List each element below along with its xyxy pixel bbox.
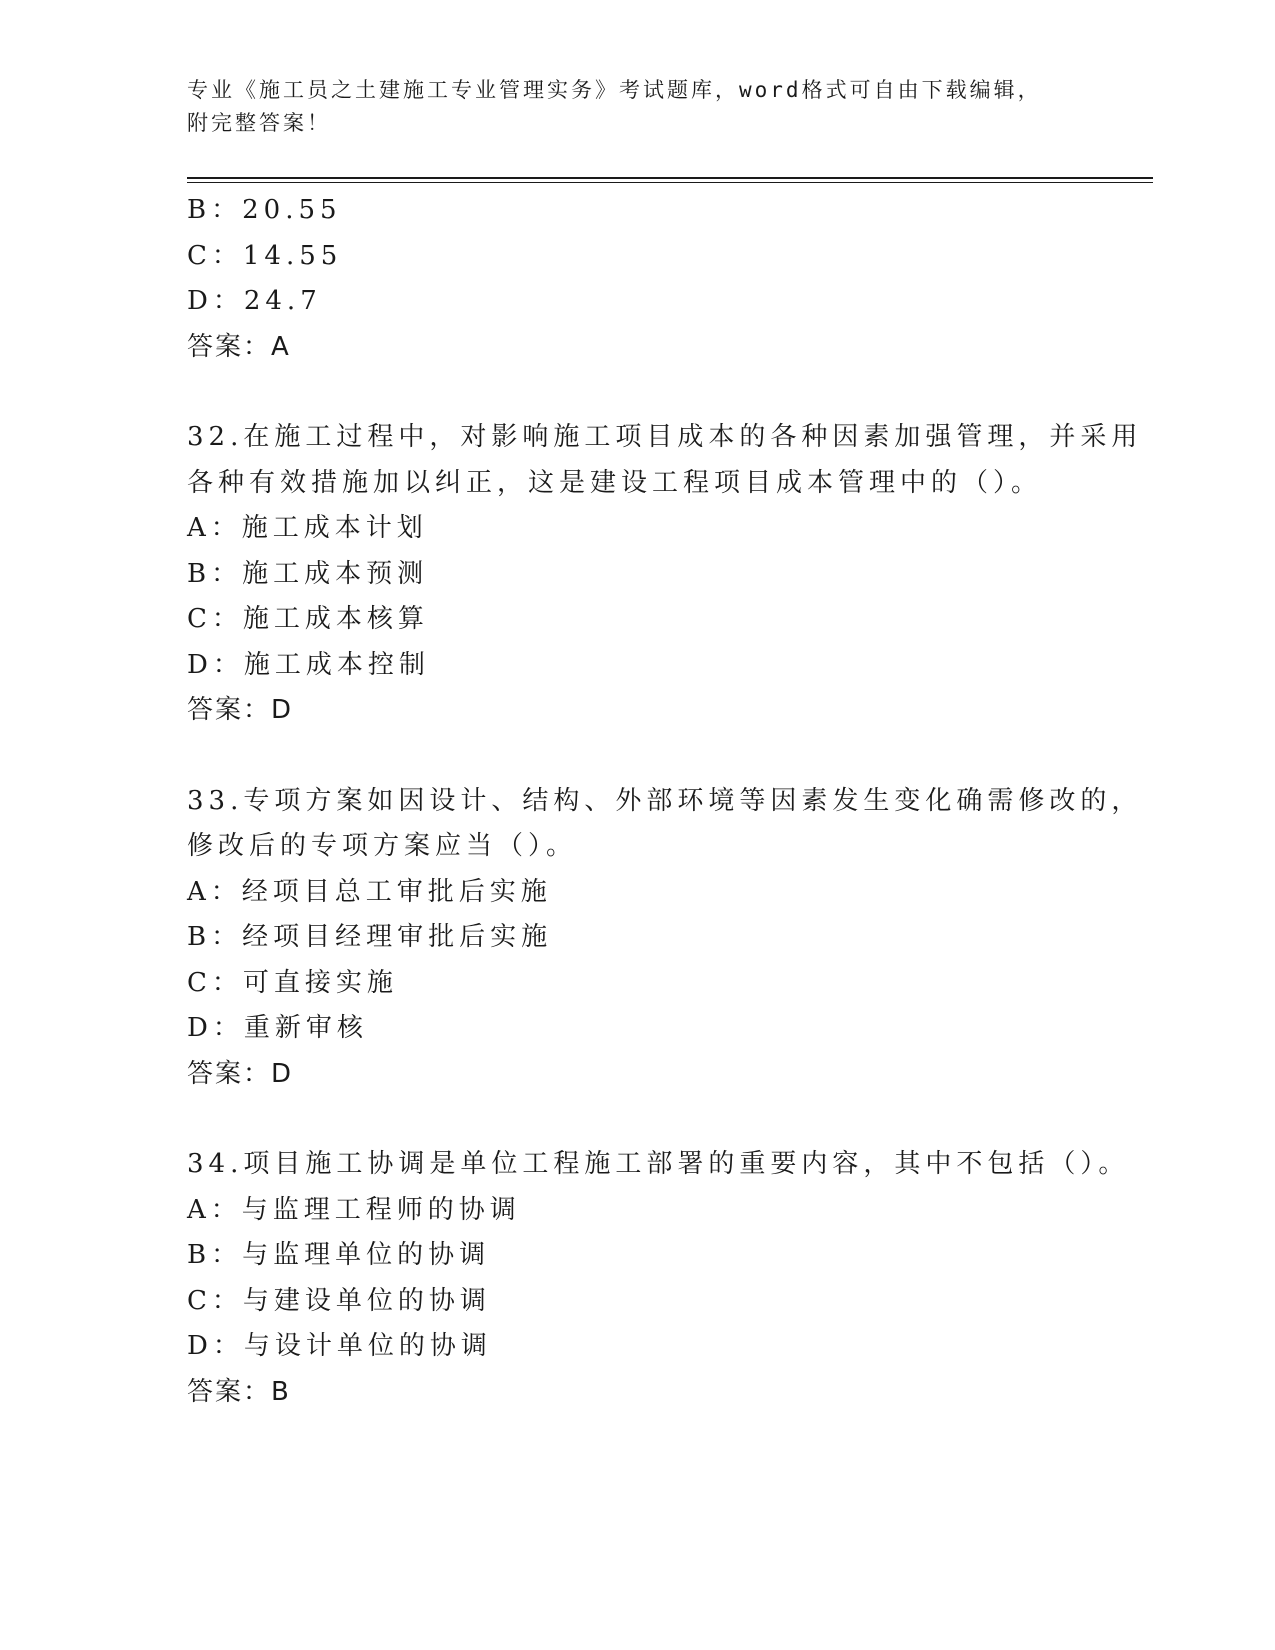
option-d: D：24.7: [187, 286, 322, 316]
answer-label: 答案：A: [187, 331, 291, 362]
question-text: [187, 1142, 1130, 1188]
question-text: [187, 779, 1143, 870]
document-header: [187, 74, 1087, 140]
option-d: D：与设计单位的协调: [187, 1331, 492, 1361]
spacer: [187, 1097, 1087, 1142]
option-a: A：与监理工程师的协调: [187, 1194, 521, 1225]
question-31-partial: [187, 188, 1087, 370]
spacer: [187, 370, 1087, 415]
question-text-line: 33.专项方案如因设计、结构、外部环境等因素发生变化确需修改的，: [187, 785, 1143, 816]
question-text-line: 修改后的专项方案应当（）。: [187, 831, 578, 861]
option-b: B：经项目经理审批后实施: [187, 922, 553, 952]
option-c: C：14.55: [187, 240, 343, 271]
answer-label: 答案：B: [187, 1376, 291, 1407]
question-list: [187, 188, 1143, 1415]
header-line-1: 专业《施工员之土建施工专业管理实务》考试题库，word格式可自由下载编辑，: [187, 78, 1042, 102]
answer-label: 答案：D: [187, 1058, 294, 1089]
answer-label: 答案：D: [187, 695, 294, 725]
question-33: [187, 779, 1143, 1098]
question-34: [187, 1142, 1130, 1415]
option-a: A：施工成本计划: [187, 513, 428, 543]
question-text: [187, 415, 1143, 506]
option-c: C：与建设单位的协调: [187, 1285, 491, 1316]
header-divider-thin: [187, 182, 1153, 183]
option-c: C：施工成本核算: [187, 604, 429, 634]
question-32: [187, 415, 1143, 734]
spacer: [187, 734, 1087, 779]
question-text-line: 各种有效措施加以纠正，这是建设工程项目成本管理中的（）。: [187, 467, 1043, 498]
question-text-line: 32.在施工过程中，对影响施工项目成本的各种因素加强管理，并采用: [187, 422, 1143, 452]
option-d: D：施工成本控制: [187, 649, 430, 680]
header-divider-thick: [187, 177, 1153, 179]
header-line-2: 附完整答案！: [187, 111, 331, 135]
option-b: B：施工成本预测: [187, 558, 429, 589]
option-a: A：经项目总工审批后实施: [187, 876, 552, 907]
option-b: B：20.55: [187, 195, 342, 225]
option-b: B：与监理单位的协调: [187, 1240, 491, 1270]
option-c: C：可直接实施: [187, 967, 398, 998]
option-d: D：重新审核: [187, 1013, 368, 1043]
question-text-line: 34.项目施工协调是单位工程施工部署的重要内容，其中不包括（）。: [187, 1149, 1130, 1179]
